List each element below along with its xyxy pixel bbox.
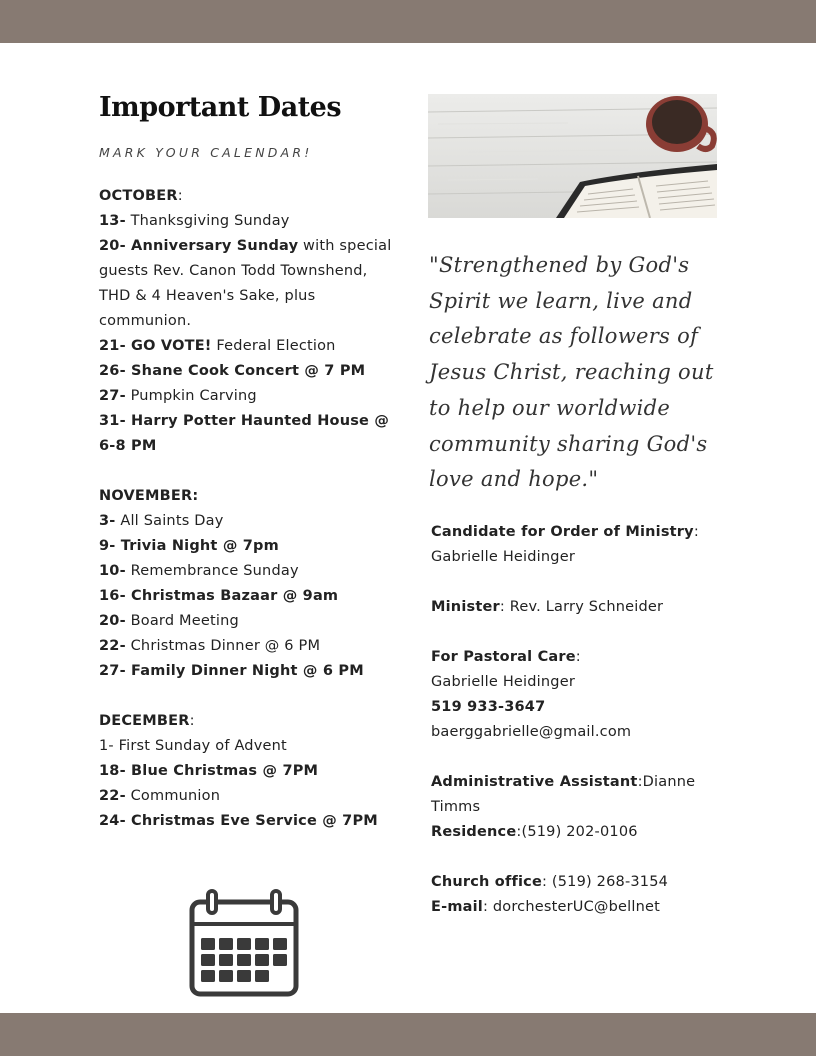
calendar-icon (188, 888, 300, 1000)
minister-line: Minister: Rev. Larry Schneider (431, 599, 664, 615)
event-item: 27- Family Dinner Night @ 6 PM (99, 663, 364, 679)
top-band (0, 0, 816, 43)
month-heading-december: DECEMBER: (99, 713, 195, 729)
event-item: 20- Anniversary Sunday with special guests Rev. Canon Todd Townshend, THD & 4 Heaven's Sake, plus communion. (99, 238, 392, 329)
month-heading-october: OCTOBER: (99, 188, 183, 204)
month-heading-november: NOVEMBER: (99, 488, 199, 504)
event-item: 10- Remembrance Sunday (99, 563, 299, 579)
pastoral-name: Gabrielle Heidinger (431, 674, 575, 690)
church-office-line: Church office: (519) 268-3154 (431, 874, 669, 890)
events-list (99, 184, 399, 834)
event-item: 21- GO VOTE! Federal Election (99, 338, 336, 354)
event-item: 1- First Sunday of Advent (99, 738, 287, 754)
event-item: 9- Trivia Night @ 7pm (99, 538, 279, 554)
pastoral-email: baerggabrielle@gmail.com (431, 724, 632, 740)
event-item: 22- Communion (99, 788, 221, 804)
contact-info (431, 520, 731, 920)
page-title: Important Dates (99, 92, 342, 123)
event-item: 13- Thanksgiving Sunday (99, 213, 290, 229)
residence-line: Residence:(519) 202-0106 (431, 824, 638, 840)
event-item: 16- Christmas Bazaar @ 9am (99, 588, 339, 604)
event-item: 20- Board Meeting (99, 613, 239, 629)
event-item: 22- Christmas Dinner @ 6 PM (99, 638, 321, 654)
event-item: 18- Blue Christmas @ 7PM (99, 763, 319, 779)
email-line: E-mail: dorchesterUC@bellnet (431, 899, 661, 915)
event-item: 27- Pumpkin Carving (99, 388, 257, 404)
pastoral-phone: 519 933-3647 (431, 699, 546, 715)
mission-quote: "Strengthened by God's Spirit we learn, live and celebrate as followers of Jesus Christ, reaching out to help our worldwide community sharing God's love and hope." (429, 253, 714, 492)
event-item: 24- Christmas Eve Service @ 7PM (99, 813, 378, 829)
event-item: 3- All Saints Day (99, 513, 224, 529)
page-subtitle: MARK YOUR CALENDAR! (99, 145, 313, 160)
important-dates-column (99, 92, 399, 834)
candidate-line: Candidate for Order of Ministry: Gabrielle Heidinger (431, 524, 699, 565)
admin-assistant-line: Administrative Assistant:Dianne Timms (431, 774, 696, 815)
event-item: 31- Harry Potter Haunted House @ 6-8 PM (99, 413, 390, 454)
bottom-band (0, 1013, 816, 1056)
bible-and-coffee-photo (428, 94, 717, 218)
event-item: 26- Shane Cook Concert @ 7 PM (99, 363, 366, 379)
pastoral-care-line: For Pastoral Care: (431, 649, 581, 665)
